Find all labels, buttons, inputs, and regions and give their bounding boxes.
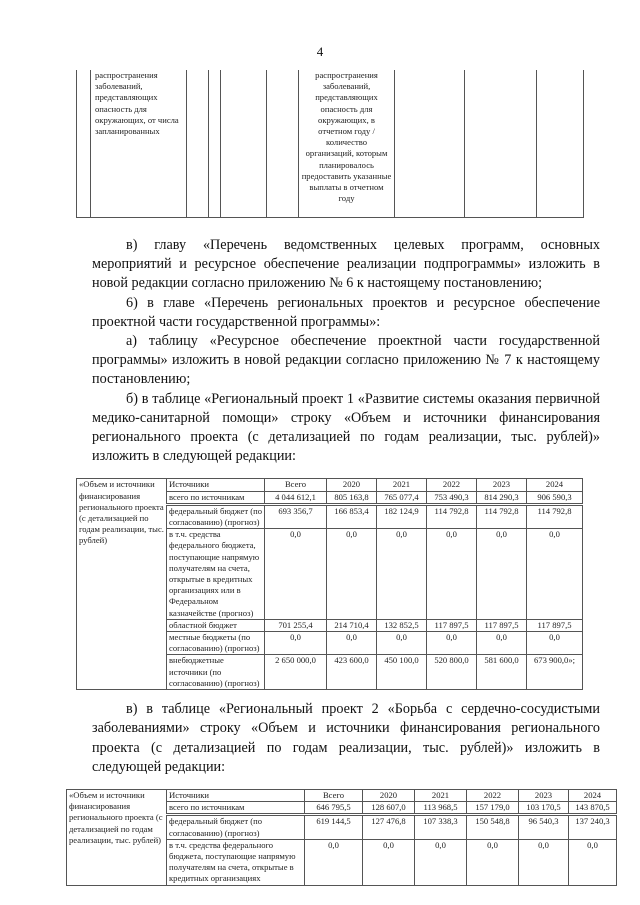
value-cell: 117 897,5 [527, 619, 583, 631]
value-cell: 107 338,3 [415, 815, 467, 839]
value-cell: 520 800,0 [427, 655, 477, 690]
value-cell: 114 792,8 [527, 504, 583, 528]
value-cell: 0,0 [265, 529, 327, 620]
value-cell: 96 540,3 [519, 815, 569, 839]
source-name-cell: в т.ч. средства федерального бюджета, поступающие напрямую получателям на счета, открытые в кредитных организациях [167, 839, 305, 885]
source-name-cell: всего по источникам [167, 491, 265, 504]
value-cell: 0,0 [265, 632, 327, 655]
value-cell: 619 144,5 [305, 815, 363, 839]
column-header: 2022 [427, 479, 477, 491]
column-header: Источники [167, 789, 305, 801]
column-header: 2020 [327, 479, 377, 491]
value-cell: 0,0 [519, 839, 569, 885]
value-cell: 0,0 [305, 839, 363, 885]
value-cell: 0,0 [527, 632, 583, 655]
value-cell: 214 710,4 [327, 619, 377, 631]
row-label-cell: «Объем и источники финансирования регионального проекта (с детализацией по годам реализации, тыс. рублей) [67, 789, 167, 885]
financing-table-project-1 [76, 478, 583, 690]
table-row [77, 70, 584, 218]
paragraph: в) главу «Перечень ведомственных целевых программ, основных мероприятий и ресурсное обеспечение реализации подпрограммы» изложить в новой редакции согласно приложению № 6 к настоящему постановлению; [92, 237, 600, 292]
value-cell: 150 548,8 [467, 815, 519, 839]
value-cell: 693 356,7 [265, 504, 327, 528]
value-cell: 0,0 [363, 839, 415, 885]
value-cell: 765 077,4 [377, 491, 427, 504]
column-header: 2021 [377, 479, 427, 491]
column-header: Всего [305, 789, 363, 801]
amendment-paragraphs [92, 236, 600, 466]
source-name-cell: федеральный бюджет (по согласованию) (прогноз) [167, 504, 265, 528]
column-header: 2024 [569, 789, 617, 801]
value-cell: 805 163,8 [327, 491, 377, 504]
paragraph: б) в таблице «Региональный проект 1 «Развитие системы оказания первичной медико-санитарной помощи» строку «Объем и источники финансирования регионального проекта (с детализацией по годам реализации, тыс. рублей)» изложить в следующей редакции: [92, 390, 600, 465]
source-name-cell: внебюджетные источники (по согласованию) (прогноз) [167, 655, 265, 690]
value-cell: 2 650 000,0 [265, 655, 327, 690]
value-cell: 0,0 [477, 529, 527, 620]
value-cell: 673 900,0»; [527, 655, 583, 690]
value-cell: 0,0 [377, 632, 427, 655]
value-cell: 128 607,0 [363, 802, 415, 815]
column-header: 2023 [477, 479, 527, 491]
value-cell: 114 792,8 [477, 504, 527, 528]
value-cell: 143 870,5 [569, 802, 617, 815]
value-cell: 113 968,5 [415, 802, 467, 815]
value-cell: 0,0 [569, 839, 617, 885]
value-cell: 0,0 [477, 632, 527, 655]
paragraph: 6) в главе «Перечень региональных проектов и ресурсное обеспечение проектной части государственной программы»: [92, 294, 600, 330]
value-cell: 0,0 [467, 839, 519, 885]
value-cell: 127 476,8 [363, 815, 415, 839]
value-cell: 701 255,4 [265, 619, 327, 631]
indicator-name-cell: распространения заболеваний, представляющих опасность для окружающих, от числа запланированных [91, 70, 187, 218]
value-cell: 4 044 612,1 [265, 491, 327, 504]
column-header: 2022 [467, 789, 519, 801]
value-cell: 646 795,5 [305, 802, 363, 815]
paragraph: а) таблицу «Ресурсное обеспечение проектной части государственной программы» изложить в новой редакции согласно приложению № 7 к настоящему постановлению; [92, 333, 600, 388]
value-cell: 0,0 [377, 529, 427, 620]
column-header: Всего [265, 479, 327, 491]
value-cell: 137 240,3 [569, 815, 617, 839]
source-name-cell: в т.ч. средства федерального бюджета, поступающие напрямую получателям на счета, открытые в кредитных организациях или в Федеральном казначействе (прогноз) [167, 529, 265, 620]
value-cell: 814 290,3 [477, 491, 527, 504]
source-name-cell: областной бюджет [167, 619, 265, 631]
value-cell: 117 897,5 [427, 619, 477, 631]
value-cell: 117 897,5 [477, 619, 527, 631]
column-header: 2023 [519, 789, 569, 801]
row-label-cell: «Объем и источники финансирования регионального проекта (с детализацией по годам реализации, тыс. рублей) [77, 479, 167, 690]
value-cell: 103 170,5 [519, 802, 569, 815]
calculation-method-cell: распространения заболеваний, представляющих опасность для окружающих, в отчетном году / количество организаций, которым планировалось предоставить указанные выплаты в отчетном году [299, 70, 395, 218]
value-cell: 157 179,0 [467, 802, 519, 815]
value-cell: 132 852,5 [377, 619, 427, 631]
column-header: 2021 [415, 789, 467, 801]
value-cell: 906 590,3 [527, 491, 583, 504]
value-cell: 0,0 [327, 529, 377, 620]
value-cell: 423 600,0 [327, 655, 377, 690]
value-cell: 0,0 [327, 632, 377, 655]
value-cell: 450 100,0 [377, 655, 427, 690]
value-cell: 0,0 [427, 632, 477, 655]
value-cell: 0,0 [427, 529, 477, 620]
source-name-cell: федеральный бюджет (по согласованию) (прогноз) [167, 815, 305, 839]
page-number: 4 [316, 44, 324, 59]
source-name-cell: всего по источникам [167, 802, 305, 815]
value-cell: 0,0 [527, 529, 583, 620]
value-cell: 0,0 [415, 839, 467, 885]
value-cell: 753 490,3 [427, 491, 477, 504]
amendment-paragraph-v [92, 700, 600, 777]
value-cell: 166 853,4 [327, 504, 377, 528]
column-header: 2020 [363, 789, 415, 801]
column-header: Источники [167, 479, 265, 491]
column-header: 2024 [527, 479, 583, 491]
value-cell: 114 792,8 [427, 504, 477, 528]
table-header-row [77, 479, 583, 491]
value-cell: 581 600,0 [477, 655, 527, 690]
table-header-row [67, 789, 617, 801]
value-cell: 182 124,9 [377, 504, 427, 528]
financing-table-project-2 [66, 789, 617, 886]
paragraph: в) в таблице «Региональный проект 2 «Борьба с сердечно-сосудистыми заболеваниями» строку «Объем и источники финансирования регионального проекта (с детализацией по годам реализации, тыс. рублей)» изложить в следующей редакции: [92, 701, 600, 775]
continued-indicator-table [76, 70, 584, 218]
source-name-cell: местные бюджеты (по согласованию) (прогноз) [167, 632, 265, 655]
